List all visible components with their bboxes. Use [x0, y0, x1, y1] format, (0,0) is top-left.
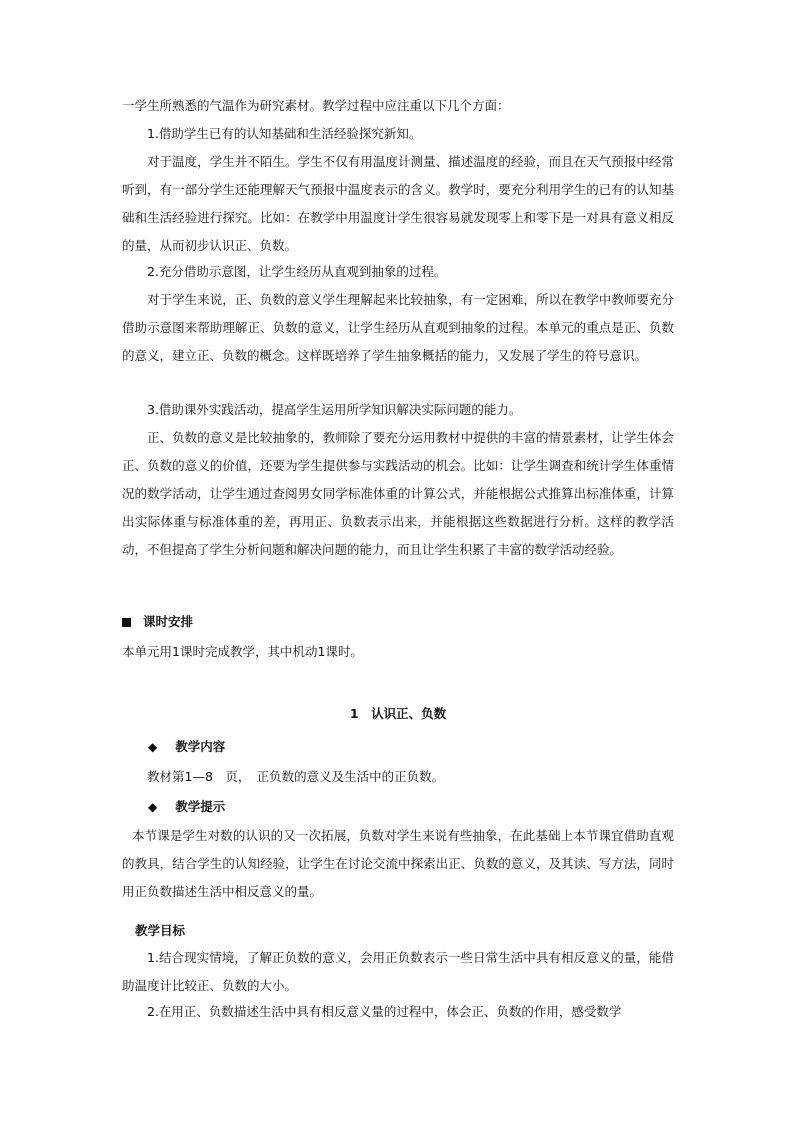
- point-1-title: 1.借助学生已有的认知基础和生活经验探究新知。: [147, 126, 422, 141]
- hint-heading: [148, 793, 225, 821]
- goals-heading: 教学目标: [135, 923, 186, 938]
- diamond-bullet-icon: ◆: [148, 740, 158, 754]
- content-heading: [148, 733, 225, 761]
- goal-1: 1.结合现实情境，了解正负数的意义，会用正负数表示一些日常生活中具有相反意义的量，能借助温度计比较正、负数的大小。: [122, 950, 674, 993]
- point-3-title: 3.借助课外实践活动，提高学生运用所学知识解决实际问题的能力。: [147, 402, 522, 417]
- point-2-title: 2.充分借助示意图，让学生经历从直观到抽象的过程。: [147, 264, 447, 279]
- schedule-heading-text: 课时安排: [143, 614, 194, 629]
- schedule-heading: [122, 608, 193, 636]
- hint-heading-text: 教学提示: [175, 799, 226, 814]
- lesson-title: 1 认识正、负数: [349, 706, 447, 721]
- square-bullet-icon: [122, 618, 131, 627]
- content-heading-text: 教学内容: [175, 739, 226, 754]
- content-body: 教材第1—8 页， 正负数的意义及生活中的正负数。: [147, 769, 445, 784]
- paragraph-intro: 一学生所熟悉的气温作为研究素材。教学过程中应注重以下几个方面：: [122, 98, 510, 113]
- goal-2: 2.在用正、负数描述生活中具有相反意义量的过程中，体会正、负数的作用，感受数学: [147, 1004, 622, 1019]
- hint-body: 本节课是学生对数的认识的又一次拓展，负数对学生来说有些抽象，在此基础上本节课宜借助直观的教具，结合学生的认知经验，让学生在讨论交流中探索出正、负数的意义，及其读、写方法，同时用正负数描述生活中相反意义的量。: [122, 828, 674, 899]
- diamond-bullet-icon: ◆: [148, 800, 158, 814]
- schedule-body: 本单元用1课时完成教学，其中机动1课时。: [122, 644, 363, 659]
- point-1-body: 对于温度，学生并不陌生。学生不仅有用温度计测量、描述温度的经验，而且在天气预报中经常听到，有一部分学生还能理解天气预报中温度表示的含义。教学时，要充分利用学生的已有的认知基础和生活经验进行探究。比如：在教学中用温度计学生很容易就发现零上和零下是一对具有意义相反的量，从而初步认识正、负数。: [122, 154, 674, 253]
- point-2-body: 对于学生来说，正、负数的意义学生理解起来比较抽象，有一定困难，所以在教学中教师要充分借助示意图来帮助理解正、负数的意义，让学生经历从直观到抽象的过程。本单元的重点是正、负数的意义，建立正、负数的概念。这样既培养了学生抽象概括的能力，又发展了学生的符号意识。: [122, 292, 674, 363]
- point-3-body: 正、负数的意义是比较抽象的，教师除了要充分运用教材中提供的丰富的情景素材，让学生体会正、负数的意义的价值，还要为学生提供参与实践活动的机会。比如：让学生调查和统计学生体重情况的数学活动，让学生通过查阅男女同学标准体重的计算公式，并能根据公式推算出标准体重，计算出实际体重与标准体重的差，再用正、负数表示出来，并能根据这些数据进行分析。这样的教学活动，不但提高了学生分析问题和解决问题的能力，而且让学生积累了丰富的数学活动经验。: [122, 430, 674, 557]
